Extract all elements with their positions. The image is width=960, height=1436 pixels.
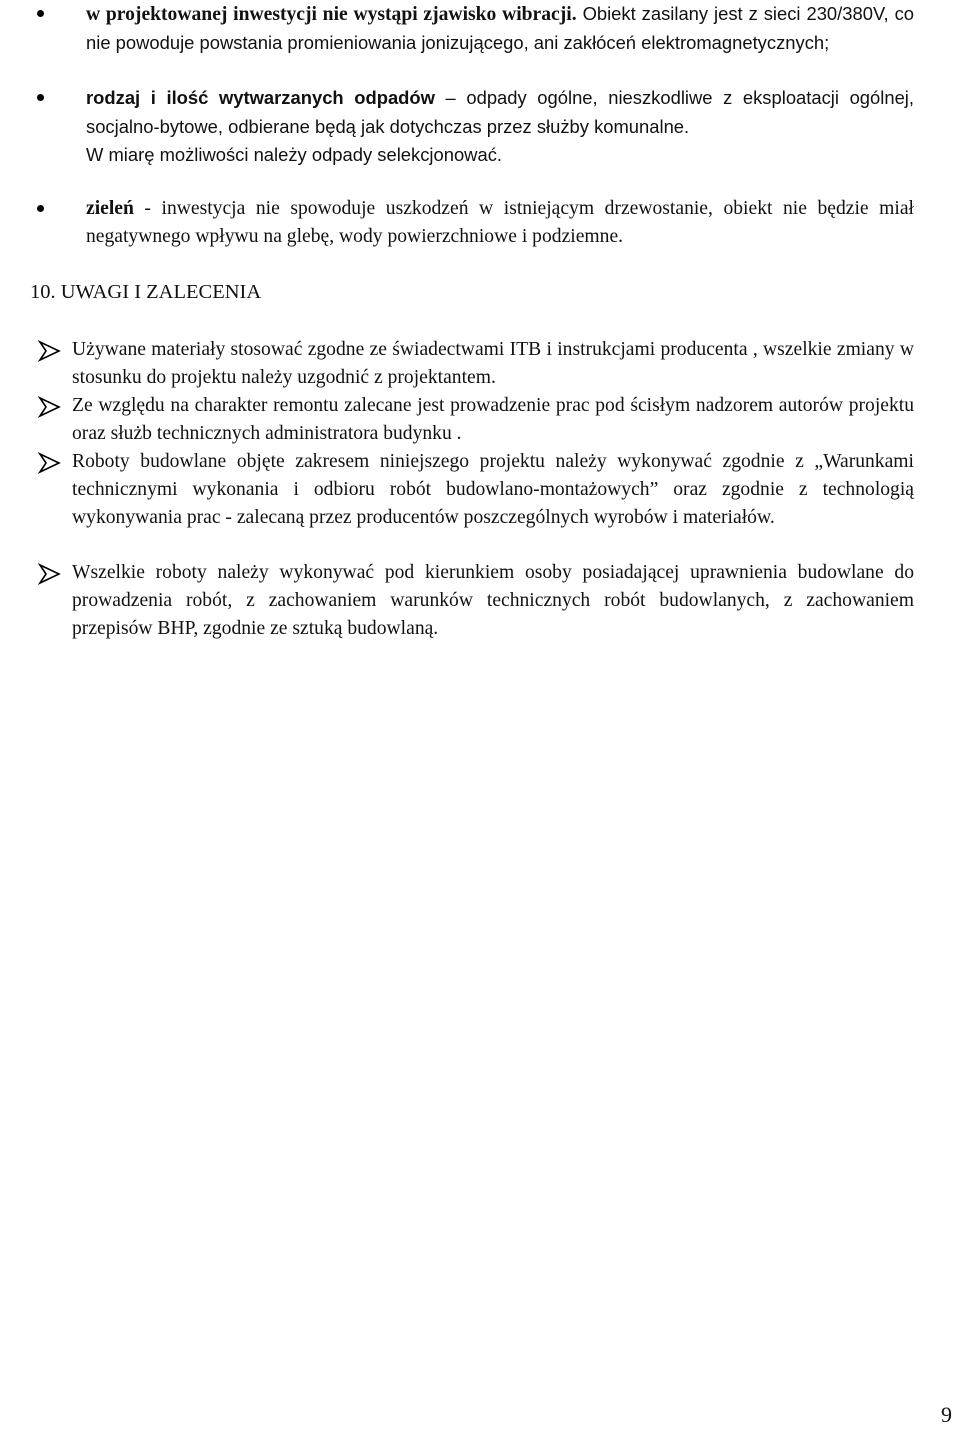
arrowhead-icon <box>38 452 62 474</box>
bullet-lead: w projektowanej inwestycji nie wystąpi zjawisko wibracji. <box>86 4 577 25</box>
bullet-extra: W miarę możliwości należy odpady selekcjonować. <box>86 144 502 165</box>
list-item-text: Wszelkie roboty należy wykonywać pod kierunkiem osoby posiadającej uprawnienia budowlane do prowadzenia robót, z zachowaniem warunków technicznych robót budowlanych, z zachowaniem przepisów BHP, zgodnie ze sztuką budowlaną. <box>72 562 914 639</box>
arrowhead-icon <box>38 396 62 418</box>
bullet-lead: zieleń <box>86 198 134 219</box>
list-item-text: Ze względu na charakter remontu zalecane jest prowadzenie prac pod ścisłym nadzorem autorów projektu oraz służb technicznych administratora budynku . <box>72 395 914 444</box>
list-item-text: Używane materiały stosować zgodne ze świadectwami ITB i instrukcjami producenta , wszelkie zmiany w stosunku do projektu należy uzgodnić z projektantem. <box>72 339 914 388</box>
arrowhead-icon <box>38 340 62 362</box>
page-number: 9 <box>941 1402 952 1427</box>
list-item-text: Roboty budowlane objęte zakresem niniejszego projektu należy wykonywać zgodnie z „Warunkami technicznymi wykonania i odbioru robót budowlano-montażowych” oraz zgodnie z technologią wykonywania prac - zalecaną przez producentów poszczególnych wyrobów i materiałów. <box>72 451 914 528</box>
bullet-text <box>86 195 914 250</box>
bullet-text <box>86 0 914 57</box>
bullet-rest: – odpady ogólne, nieszkodliwe z eksploatacji ogólnej, socjalno-bytowe, odbierane będą jak dotychczas przez służby komunalne. <box>86 87 914 137</box>
bullet-rest: Obiekt zasilany jest z sieci 230/380V, co nie powoduje powstania promieniowania jonizującego, ani zakłóceń elektromagnetycznych; <box>86 3 914 53</box>
bullet-text <box>86 84 914 169</box>
bullet-rest: - inwestycja nie spowoduje uszkodzeń w istniejącym drzewostanie, obiekt nie będzie miał negatywnego wpływu na glebę, wody powierzchniowe i podziemne. <box>86 198 914 247</box>
bullet-dot <box>37 10 44 17</box>
arrowhead-icon <box>38 563 62 585</box>
bullet-dot <box>37 205 44 212</box>
section-heading: 10. UWAGI I ZALECENIA <box>30 281 262 303</box>
bullet-dot <box>37 94 44 101</box>
bullet-lead: rodzaj i ilość wytwarzanych odpadów <box>86 87 435 108</box>
